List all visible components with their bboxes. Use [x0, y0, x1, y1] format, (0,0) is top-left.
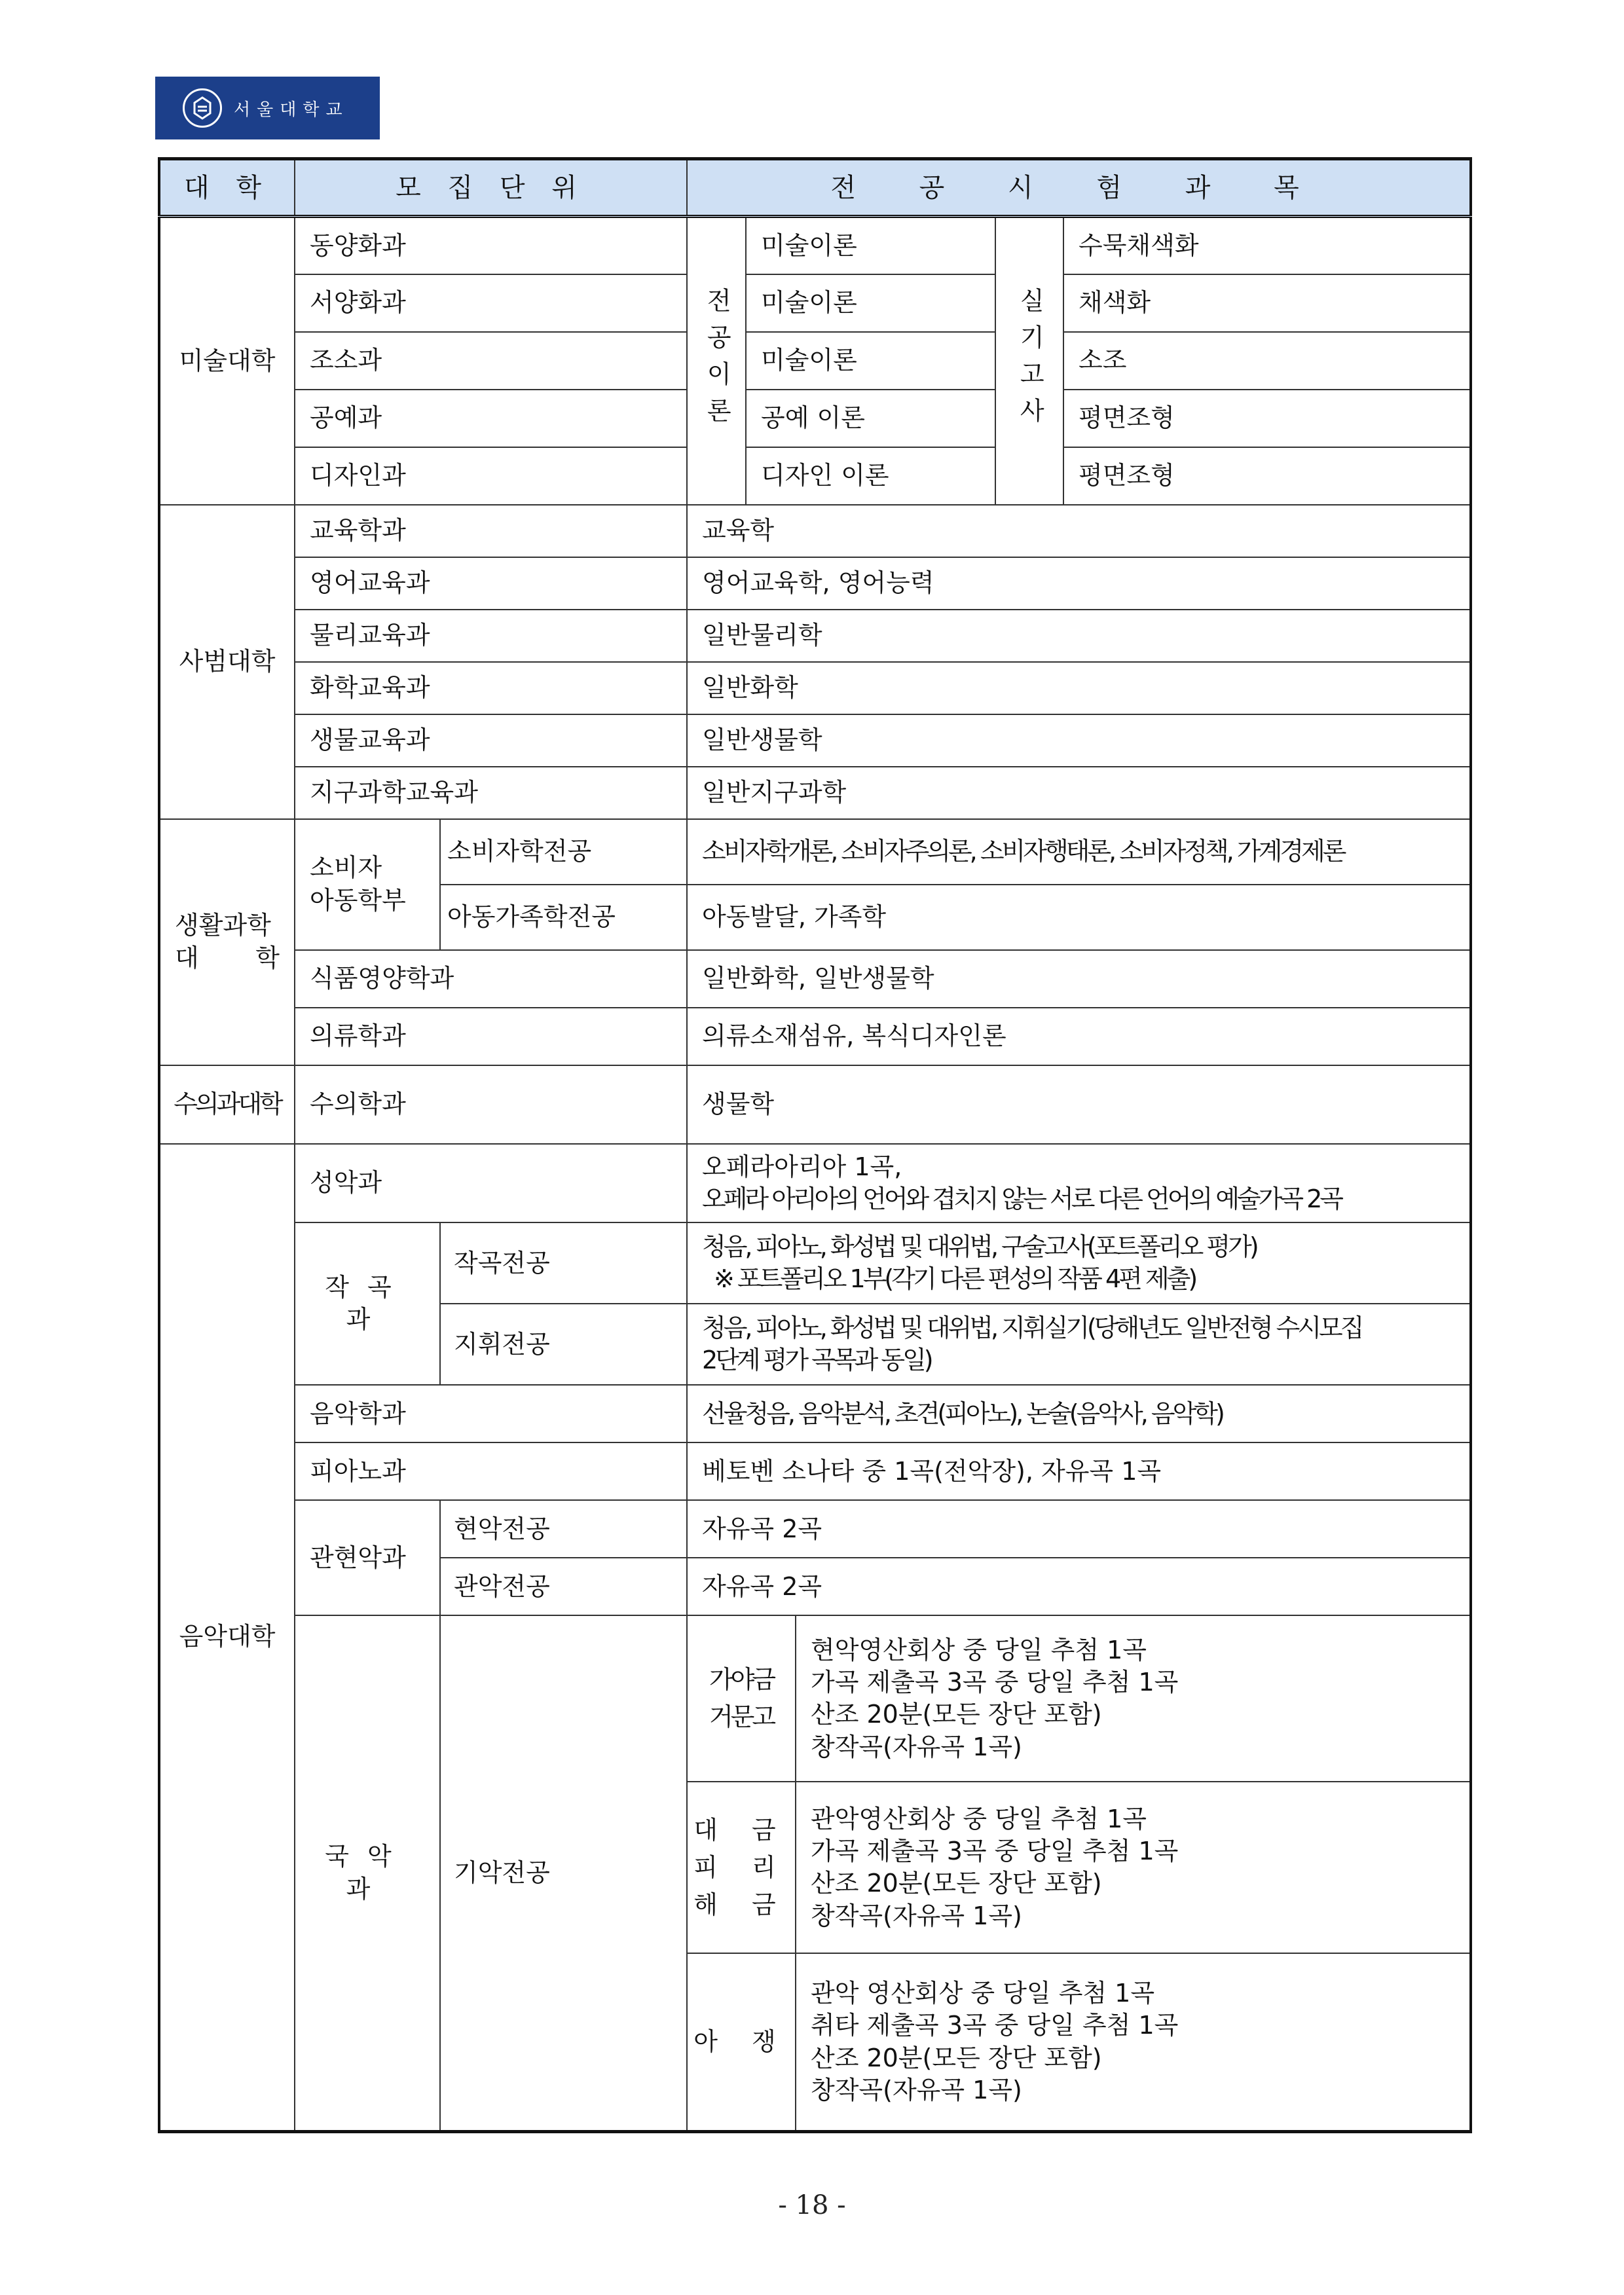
table-row: [159, 714, 1471, 767]
dept-text: 관현악과: [310, 1543, 406, 1572]
instrument-cell: [687, 1615, 796, 1782]
dept-cell: 작곡과: [295, 1222, 440, 1385]
table-row: [159, 217, 1471, 274]
table-row: [159, 819, 1471, 885]
table-row: [159, 662, 1471, 714]
subject-line: 취타 제출곡 3곡 중 당일 추첨 1곡: [811, 2011, 1179, 2040]
subject-text: 선율청음, 음악분석, 초견(피아노), 논술(음악사, 음악학): [702, 1399, 1223, 1428]
practical-cell: 수묵채색화: [1063, 217, 1471, 274]
subject-cell: 자유곡 2곡: [687, 1500, 1471, 1558]
subject-line: 창작곡(자유곡 1곡): [811, 1732, 1022, 1761]
table-row: [159, 274, 1471, 332]
dept-cell: 서양화과: [295, 274, 687, 332]
theory-cell: 미술이론: [746, 217, 995, 274]
subject-cell: [796, 1782, 1471, 1953]
instrument-name: 거문고: [709, 1702, 774, 1732]
college-cell: [159, 819, 295, 1065]
major-cell: 소비자학전공: [440, 819, 687, 885]
practical-cell: 채색화: [1063, 274, 1471, 332]
theory-cell: 미술이론: [746, 332, 995, 390]
subject-line: 오페라아리아 1곡,: [702, 1152, 902, 1181]
table-row: [159, 332, 1471, 390]
dept-cell: 음악학과: [295, 1385, 687, 1442]
university-logo: [155, 77, 380, 139]
practical-cell: 소조: [1063, 332, 1471, 390]
major-cell: 지휘전공: [440, 1304, 687, 1385]
subject-cell: 일반물리학: [687, 610, 1471, 662]
dept-cell: 공예과: [295, 390, 687, 447]
subject-line: 오페라 아리아의 언어와 겹치지 않는 서로 다른 언어의 예술가곡 2곡: [702, 1184, 1342, 1213]
subject-cell: 일반화학, 일반생물학: [687, 950, 1471, 1008]
instrument-name: 대 금: [693, 1815, 789, 1845]
table-row: [159, 1222, 1471, 1304]
dept-cell: 교육학과: [295, 505, 687, 557]
subject-cell: [687, 1222, 1471, 1304]
dept-cell: 디자인과: [295, 447, 687, 505]
subject-cell: 교육학: [687, 505, 1471, 557]
college-cell: 사범대학: [159, 505, 295, 819]
subject-line: 청음, 피아노, 화성법 및 대위법, 지휘실기(당해년도 일반전형 수시모집: [702, 1313, 1362, 1342]
table-row: [159, 950, 1471, 1008]
subject-cell: 아동발달, 가족학: [687, 885, 1471, 950]
subject-cell: [687, 819, 1471, 885]
table-row: [159, 447, 1471, 505]
college-line-1: 생활과학: [175, 911, 271, 940]
subject-cell: 영어교육학, 영어능력: [687, 557, 1471, 610]
subject-cell: [687, 1144, 1471, 1223]
subject-line: 산조 20분(모든 장단 포함): [811, 1700, 1102, 1729]
subject-line: ※ 포트폴리오 1부(각기 다른 편성의 작품 4편 제출): [714, 1264, 1196, 1294]
header-subjects: 전 공 시 험 과 목: [687, 159, 1471, 217]
dept-cell: 화학교육과: [295, 662, 687, 714]
table-row: [159, 1442, 1471, 1500]
dept-cell: 식품영양학과: [295, 950, 687, 1008]
college-cell: 음악대학: [159, 1144, 295, 2132]
dept-cell: 영어교육과: [295, 557, 687, 610]
major-cell: 기악전공: [440, 1615, 687, 2131]
subject-cell: 일반생물학: [687, 714, 1471, 767]
table-row: [159, 1615, 1471, 1782]
subject-line: 관악영산회상 중 당일 추첨 1곡: [811, 1804, 1147, 1833]
dept-cell: 국악과: [295, 1615, 440, 2131]
subject-line: 창작곡(자유곡 1곡): [811, 2075, 1022, 2104]
subject-line: 산조 20분(모든 장단 포함): [811, 1869, 1102, 1898]
college-cell: 미술대학: [159, 217, 295, 505]
instrument-cell: [687, 1782, 796, 1953]
subject-cell: [796, 1615, 1471, 1782]
subject-line: 2단계 평가 곡목과 동일): [702, 1346, 931, 1375]
college-line-2: 대 학: [175, 943, 280, 972]
subject-cell: 의류소재섬유, 복식디자인론: [687, 1008, 1471, 1065]
dept-cell: [295, 1500, 440, 1615]
table-row: [159, 390, 1471, 447]
subject-line: 산조 20분(모든 장단 포함): [811, 2043, 1102, 2072]
practical-cell: 평면조형: [1063, 390, 1471, 447]
table-row: [159, 557, 1471, 610]
theory-label: 전공이론: [687, 217, 746, 505]
theory-cell: 공예 이론: [746, 390, 995, 447]
major-cell: 아동가족학전공: [440, 885, 687, 950]
instrument-name: 해 금: [693, 1890, 789, 1919]
instrument-name: 가야금: [709, 1665, 774, 1695]
table-row: [159, 1065, 1471, 1144]
dept-cell: 수의학과: [295, 1065, 687, 1144]
dept-cell: 조소과: [295, 332, 687, 390]
dept-cell: 물리교육과: [295, 610, 687, 662]
practical-label: 실기고사: [995, 217, 1063, 505]
page-number: - 18 -: [778, 2190, 846, 2220]
division-line-2: 아동학부: [310, 885, 406, 915]
table-row: [159, 1500, 1471, 1558]
exam-subjects-table: [158, 157, 1472, 2133]
dept-cell: 피아노과: [295, 1442, 687, 1500]
subject-line: 가곡 제출곡 3곡 중 당일 추첨 1곡: [811, 1667, 1179, 1697]
practical-cell: 평면조형: [1063, 447, 1471, 505]
logo-text: 서울대학교: [234, 100, 349, 120]
subject-cell: [796, 1953, 1471, 2131]
dept-cell: 동양화과: [295, 217, 687, 274]
major-cell: 현악전공: [440, 1500, 687, 1558]
dept-cell: 성악과: [295, 1144, 687, 1223]
table-header-row: [159, 159, 1471, 217]
instrument-name: 피 리: [693, 1852, 789, 1882]
table-row: [159, 505, 1471, 557]
major-cell: 관악전공: [440, 1558, 687, 1615]
subject-cell: 일반지구과학: [687, 767, 1471, 819]
table-row: [159, 767, 1471, 819]
dept-cell: 지구과학교육과: [295, 767, 687, 819]
emblem-icon: [183, 88, 222, 128]
division-line-1: 소비자: [310, 853, 382, 883]
subject-cell: 생물학: [687, 1065, 1471, 1144]
theory-cell: 미술이론: [746, 274, 995, 332]
header-college: 대 학: [159, 159, 295, 217]
table-row: [159, 610, 1471, 662]
subject-cell: [687, 1304, 1471, 1385]
college-cell: 수의과대학: [159, 1065, 295, 1144]
table-row: [159, 1385, 1471, 1442]
theory-cell: 디자인 이론: [746, 447, 995, 505]
subject-cell: 베토벤 소나타 중 1곡(전악장), 자유곡 1곡: [687, 1442, 1471, 1500]
subject-cell: 자유곡 2곡: [687, 1558, 1471, 1615]
dept-cell: 의류학과: [295, 1008, 687, 1065]
subject-line: 관악 영산회상 중 당일 추첨 1곡: [811, 1978, 1155, 2008]
subject-line: 청음, 피아노, 화성법 및 대위법, 구술고사(포트폴리오 평가): [702, 1232, 1257, 1261]
subject-cell: 일반화학: [687, 662, 1471, 714]
subject-cell: [687, 1385, 1471, 1442]
table-row: [159, 1008, 1471, 1065]
subject-line: 창작곡(자유곡 1곡): [811, 1901, 1022, 1930]
subject-text: 소비자학개론, 소비자주의론, 소비자행태론, 소비자정책, 가계경제론: [702, 836, 1344, 866]
instrument-cell: 아 쟁: [687, 1953, 796, 2131]
major-cell: 작곡전공: [440, 1222, 687, 1304]
division-cell: [295, 819, 440, 950]
subject-line: 가곡 제출곡 3곡 중 당일 추첨 1곡: [811, 1836, 1179, 1865]
dept-cell: 생물교육과: [295, 714, 687, 767]
header-unit: 모 집 단 위: [295, 159, 687, 217]
subject-line: 현악영산회상 중 당일 추첨 1곡: [811, 1635, 1147, 1664]
table-row: [159, 1144, 1471, 1223]
